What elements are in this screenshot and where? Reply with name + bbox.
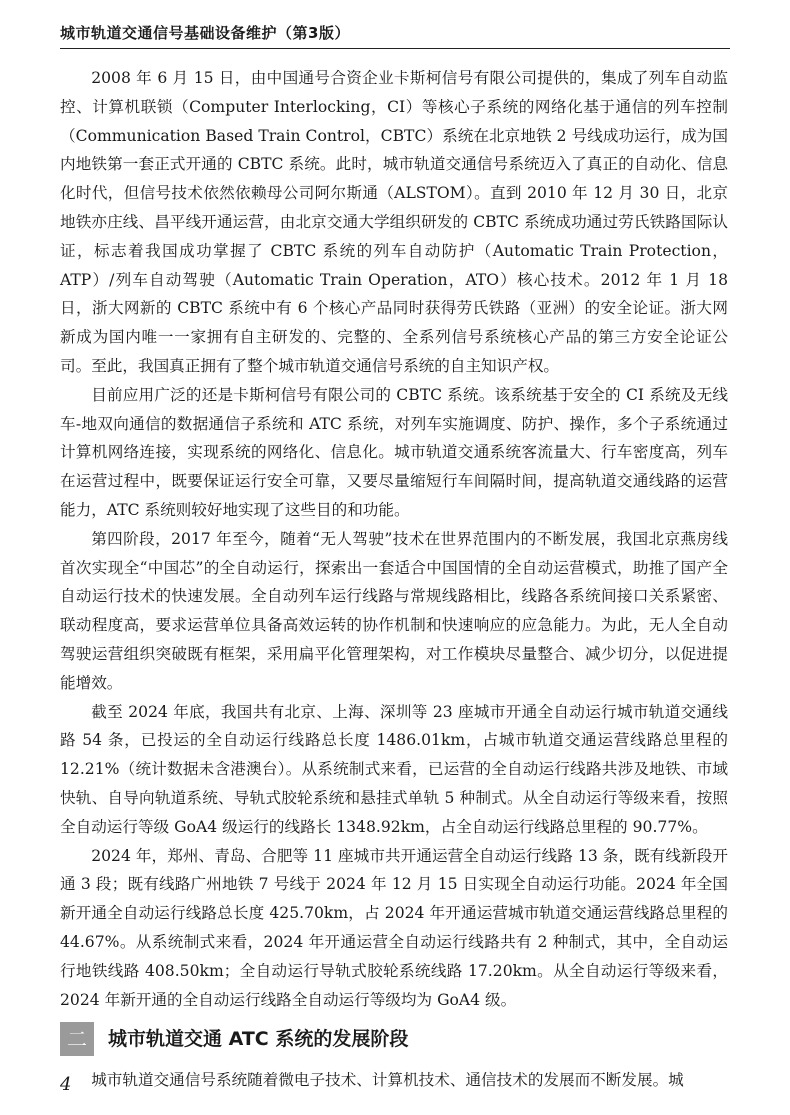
section-title: 城市轨道交通 ATC 系统的发展阶段 [108,1027,409,1050]
body-paragraph: 截至 2024 年底，我国共有北京、上海、深圳等 23 座城市开通全自动运行城市轨道交通线路 54 条，已投运的全自动运行线路总长度 1486.01km，占城市轨道交通运营线路总里程的12.21%（统计数据未含港澳台）。从系统制式来看，已运营的全自动运行线路共涉及地铁、市域快轨、自导向轨道系统、导轨式胶轮系统和悬挂式单轨 5 种制式。从全自动运行等级来看，按照全自动运行等级 GoA4 级运行的线路长 1348.92km，占全自动运行线路总里程的 90.77%。 [60,702,728,836]
body-paragraph: 目前应用广泛的还是卡斯柯信号有限公司的 CBTC 系统。该系统基于安全的 CI 系统及无线车-地双向通信的数据通信子系统和 ATC 系统，对列车实施调度、防护、操作，多个子系统通过计算机网络连接，实现系统的网络化、信息化。城市轨道交通系统客流量大、行车密度高，列车在运营过程中，既要保证运行安全可靠，又要尽量缩短行车间隔时间，提高轨道交通线路的运营能力，ATC 系统则较好地实现了这些目的和功能。 [60,385,728,519]
section-heading [60,1022,728,1056]
body-paragraph: 城市轨道交通信号系统随着微电子技术、计算机技术、通信技术的发展而不断发展。城 [91,1071,684,1090]
book-title: 城市轨道交通信号基础设备维护（第3版） [60,24,350,42]
page-number: 4 [60,1074,72,1095]
running-header [60,20,730,49]
body-paragraph: 2008 年 6 月 15 日，由中国通号合资企业卡斯柯信号有限公司提供的，集成了列车自动监控、计算机联锁（Computer Interlocking，CI）等核心子系统的网络化基于通信的列车控制（Communication Based Train Control，CBTC）系统在北京地铁 2 号线成功运行，成为国内地铁第一套正式开通的 CBTC 系统。此时，城市轨道交通信号系统迈入了真正的自动化、信息化时代，但信号技术依然依赖母公司阿尔斯通（ALSTOM）。直到 2010 年 12 月 30 日，北京地铁亦庄线、昌平线开通运营，由北京交通大学组织研发的 CBTC 系统成功通过劳氏铁路国际认证，标志着我国成功掌握了 CBTC 系统的列车自动防护（Automatic Train Protection，ATP）/列车自动驾驶（Automatic Train Operation，ATO）核心技术。2012 年 1 月 18 日，浙大网新的 CBTC 系统中有 6 个核心产品同时获得劳氏铁路（亚洲）的安全论证。浙大网新成为国内唯一一家拥有自主研发的、完整的、全系列信号系统核心产品的第三方安全论证公司。至此，我国真正拥有了整个城市轨道交通信号系统的自主知识产权。 [60,69,728,375]
body-paragraph: 第四阶段，2017 年至今，随着“无人驾驶”技术在世界范围内的不断发展，我国北京燕房线首次实现全“中国芯”的全自动运行，探索出一套适合中国国情的全自动运营模式，助推了国产全自动运行技术的快速发展。全自动列车运行线路与常规线路相比，线路各系统间接口关系紧密、联动程度高，要求运营单位具备高效运转的协作机制和快速响应的应急能力。为此，无人全自动驾驶运营组织突破既有框架，采用扁平化管理架构，对工作模块尽量整合、减少切分，以促进提能增效。 [60,529,728,692]
body-paragraph: 2024 年，郑州、青岛、合肥等 11 座城市共开通运营全自动运行线路 13 条，既有线新段开通 3 段；既有线路广州地铁 7 号线于 2024 年 12 月 15 日实现全自动运行功能。2024 年全国新开通全自动运行线路总长度 425.70km，占 2024 年开通运营城市轨道交通运营线路总里程的 44.67%。从系统制式来看，2024 年开通运营全自动运行线路共有 2 种制式，其中，全自动运行地铁线路 408.50km；全自动运行导轨式胶轮系统线路 17.20km。从全自动运行等级来看，2024 年新开通的全自动运行线路全自动运行等级均为 GoA4 级。 [60,846,728,1009]
section-number: 二 [60,1022,94,1056]
page-body [60,64,728,1095]
